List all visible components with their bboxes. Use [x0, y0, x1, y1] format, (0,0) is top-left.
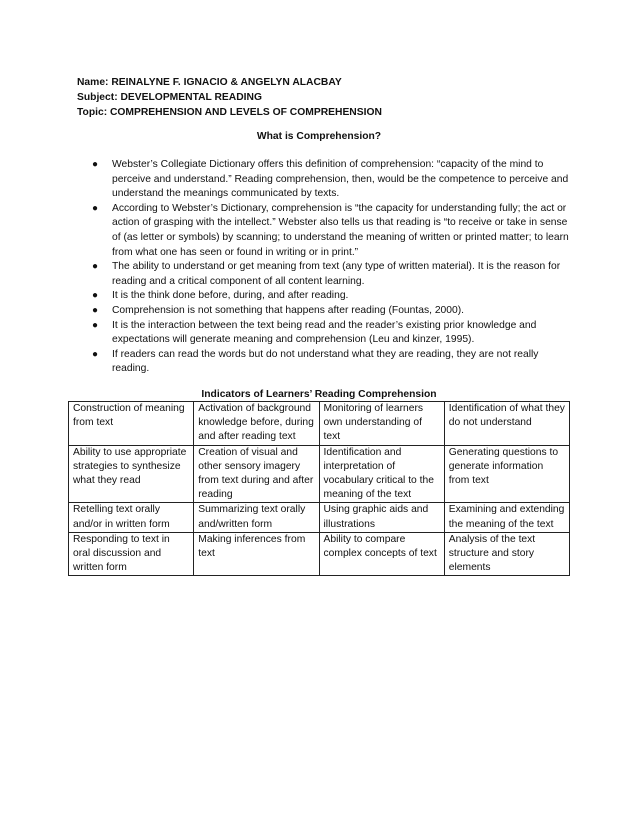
bullet-icon: ●: [92, 202, 99, 214]
table-row: [69, 445, 570, 503]
list-item-text: Comprehension is not something that happens after reading (Fountas, 2000).: [112, 304, 465, 316]
list-item-text: It is the interaction between the text being read and the reader’s existing prior knowledge and expectations will generate meaning and comprehension (Leu and kinzer, 1995).: [112, 319, 537, 346]
table-cell: Construction of meaning from text: [69, 402, 194, 446]
bullet-icon: ●: [92, 304, 99, 316]
list-item: [92, 158, 570, 202]
table-cell: Analysis of the text structure and story elements: [444, 532, 569, 576]
bullet-icon: ●: [92, 159, 99, 170]
bullet-icon: ●: [92, 319, 99, 331]
list-item: [92, 289, 570, 304]
table-title: Indicators of Learners’ Reading Comprehension: [201, 389, 437, 400]
list-item-text: Webster’s Collegiate Dictionary offers this definition of comprehension: “capacity of the mind to perceive and understand.” Reading comprehension, then, would be the competence to perceive and understand the meanings communicated by texts.: [112, 159, 569, 200]
table-cell: Generating questions to generate information from text: [444, 445, 569, 503]
table-cell: Ability to use appropriate strategies to synthesize what they read: [69, 445, 194, 503]
definition-list: [92, 158, 570, 377]
table-cell: Identification of what they do not understand: [444, 402, 569, 446]
table-row: [69, 503, 570, 532]
table-cell: Summarizing text orally and/written form: [194, 503, 319, 532]
name-line: Name: REINALYNE F. IGNACIO & ANGELYN ALACBAY: [77, 77, 342, 88]
list-item-text: If readers can read the words but do not understand what they are reading, they are not really reading.: [112, 348, 539, 375]
table-cell: Creation of visual and other sensory imagery from text during and after reading: [194, 445, 319, 503]
section-title: What is Comprehension?: [256, 131, 382, 142]
bullet-icon: ●: [92, 261, 99, 273]
table-cell: Responding to text in oral discussion and written form: [69, 532, 194, 576]
bullet-icon: ●: [92, 348, 99, 360]
list-item: [92, 348, 570, 377]
table-cell: Activation of background knowledge before, during and after reading text: [194, 402, 319, 446]
document-header: [77, 75, 382, 120]
list-item-text: It is the think done before, during, and after reading.: [112, 290, 349, 302]
table-row: [69, 402, 570, 446]
table-cell: Ability to compare complex concepts of text: [319, 532, 444, 576]
table-cell: Examining and extending the meaning of the text: [444, 503, 569, 532]
subject-line: Subject: DEVELOPMENTAL READING: [77, 92, 262, 103]
table-cell: Making inferences from text: [194, 532, 319, 576]
list-item: [92, 202, 570, 260]
table-cell: Monitoring of learners own understanding of text: [319, 402, 444, 446]
table-cell: Identification and interpretation of vocabulary critical to the meaning of the text: [319, 445, 444, 503]
list-item-text: The ability to understand or get meaning from text (any type of written material). It is the reason for reading and a critical component of all content learning.: [112, 261, 561, 287]
indicators-table: [68, 401, 570, 576]
list-item: [92, 260, 570, 289]
topic-line: Topic: COMPREHENSION AND LEVELS OF COMPREHENSION: [77, 107, 382, 118]
list-item: [92, 304, 570, 319]
list-item-text: According to Webster’s Dictionary, comprehension is “the capacity for understanding fully; the act or action of grasping with the intellect.” Webster also tells us that reading is “to receive or take in sense of (as letter or symbols) by scanning; to understand the meaning of written or printed matter; to learn from what one has seen or found in writing or in print.”: [112, 202, 569, 258]
bullet-icon: ●: [92, 290, 99, 302]
list-item: [92, 319, 570, 348]
table-row: [69, 532, 570, 576]
table-cell: Using graphic aids and illustrations: [319, 503, 444, 532]
table-cell: Retelling text orally and/or in written form: [69, 503, 194, 532]
